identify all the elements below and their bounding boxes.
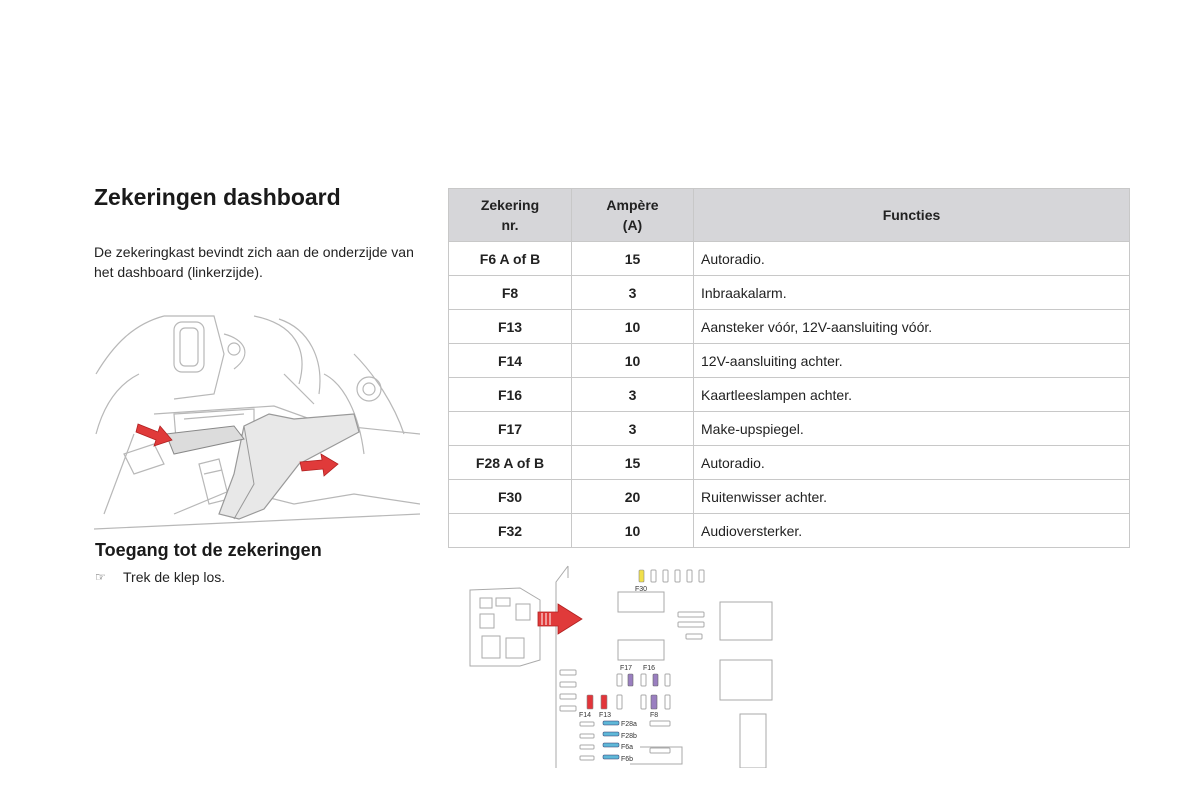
table-row <box>449 378 1130 412</box>
table-row <box>449 242 1130 276</box>
fuse-f8 <box>651 695 657 709</box>
fuse-function: Autoradio. <box>694 446 1130 480</box>
label-f16: F16 <box>643 665 656 672</box>
fuse-nr: F6 A of B <box>449 242 572 276</box>
table-row <box>449 310 1130 344</box>
fuse-ampere: 3 <box>572 276 694 310</box>
fuse-f14 <box>587 695 593 709</box>
access-title: Toegang tot de zekeringen <box>95 540 322 560</box>
fuse-ampere: 3 <box>572 412 694 446</box>
fuse-f28a <box>603 721 619 725</box>
label-f28a: F28a <box>621 721 637 728</box>
fuse-nr: F8 <box>449 276 572 310</box>
fuse-nr: F32 <box>449 514 572 548</box>
header-ampere-line2: (A) <box>622 217 643 233</box>
dashboard-illustration <box>94 314 420 532</box>
fuse-nr: F17 <box>449 412 572 446</box>
table-row <box>449 446 1130 480</box>
fuse-function: 12V-aansluiting achter. <box>694 344 1130 378</box>
fuse-ampere: 10 <box>572 514 694 548</box>
fuse-ampere: 10 <box>572 344 694 378</box>
table-row <box>449 412 1130 446</box>
table-header-row <box>449 189 1130 242</box>
fuse-function: Aansteker vóór, 12V-aansluiting vóór. <box>694 310 1130 344</box>
fuse-f6b <box>603 755 619 759</box>
fuse-f6a <box>603 743 619 747</box>
label-f17: F17 <box>620 665 633 672</box>
label-f13: F13 <box>599 712 612 719</box>
red-arrow-icon <box>538 604 582 634</box>
fuse-f28b <box>603 732 619 736</box>
header-fuse-nr <box>449 189 572 242</box>
fuse-table <box>448 188 1130 548</box>
step-text: Trek de klep los. <box>123 569 226 585</box>
label-f8: F8 <box>650 712 659 719</box>
fuse-ampere: 15 <box>572 242 694 276</box>
fuse-f13 <box>601 695 607 709</box>
fuse-f30 <box>639 570 644 582</box>
label-f30: F30 <box>635 586 648 593</box>
header-fuse-nr-line2: nr. <box>501 217 519 233</box>
intro-text: De zekeringkast bevindt zich aan de onderzijde van het dashboard (linkerzijde). <box>94 244 414 280</box>
fuse-function: Audioversterker. <box>694 514 1130 548</box>
fuse-function: Ruitenwisser achter. <box>694 480 1130 514</box>
fuse-ampere: 15 <box>572 446 694 480</box>
label-f14: F14 <box>579 712 592 719</box>
label-f28b: F28b <box>621 733 637 740</box>
fuse-f16 <box>653 674 658 686</box>
header-fuse-nr-line1: Zekering <box>480 197 540 213</box>
header-ampere-line1: Ampère <box>606 197 659 213</box>
fuse-nr: F14 <box>449 344 572 378</box>
fuse-box-diagram <box>460 564 790 768</box>
table-row <box>449 276 1130 310</box>
table-row <box>449 480 1130 514</box>
pointing-hand-icon: ☞ <box>95 570 106 584</box>
table-row <box>449 514 1130 548</box>
header-ampere <box>572 189 694 242</box>
page-title: Zekeringen dashboard <box>94 184 341 210</box>
header-functions: Functies <box>694 189 1130 242</box>
fuse-nr: F30 <box>449 480 572 514</box>
fuse-ampere: 20 <box>572 480 694 514</box>
fuse-function: Inbraakalarm. <box>694 276 1130 310</box>
fuse-f17 <box>628 674 633 686</box>
step-item <box>95 569 225 585</box>
fuse-ampere: 3 <box>572 378 694 412</box>
fuse-nr: F16 <box>449 378 572 412</box>
fuse-ampere: 10 <box>572 310 694 344</box>
fuse-nr: F28 A of B <box>449 446 572 480</box>
fuse-function: Autoradio. <box>694 242 1130 276</box>
fuse-nr: F13 <box>449 310 572 344</box>
fuse-function: Kaartleeslampen achter. <box>694 378 1130 412</box>
fuse-function: Make-upspiegel. <box>694 412 1130 446</box>
table-row <box>449 344 1130 378</box>
label-f6b: F6b <box>621 756 634 763</box>
label-f6a: F6a <box>621 744 634 751</box>
